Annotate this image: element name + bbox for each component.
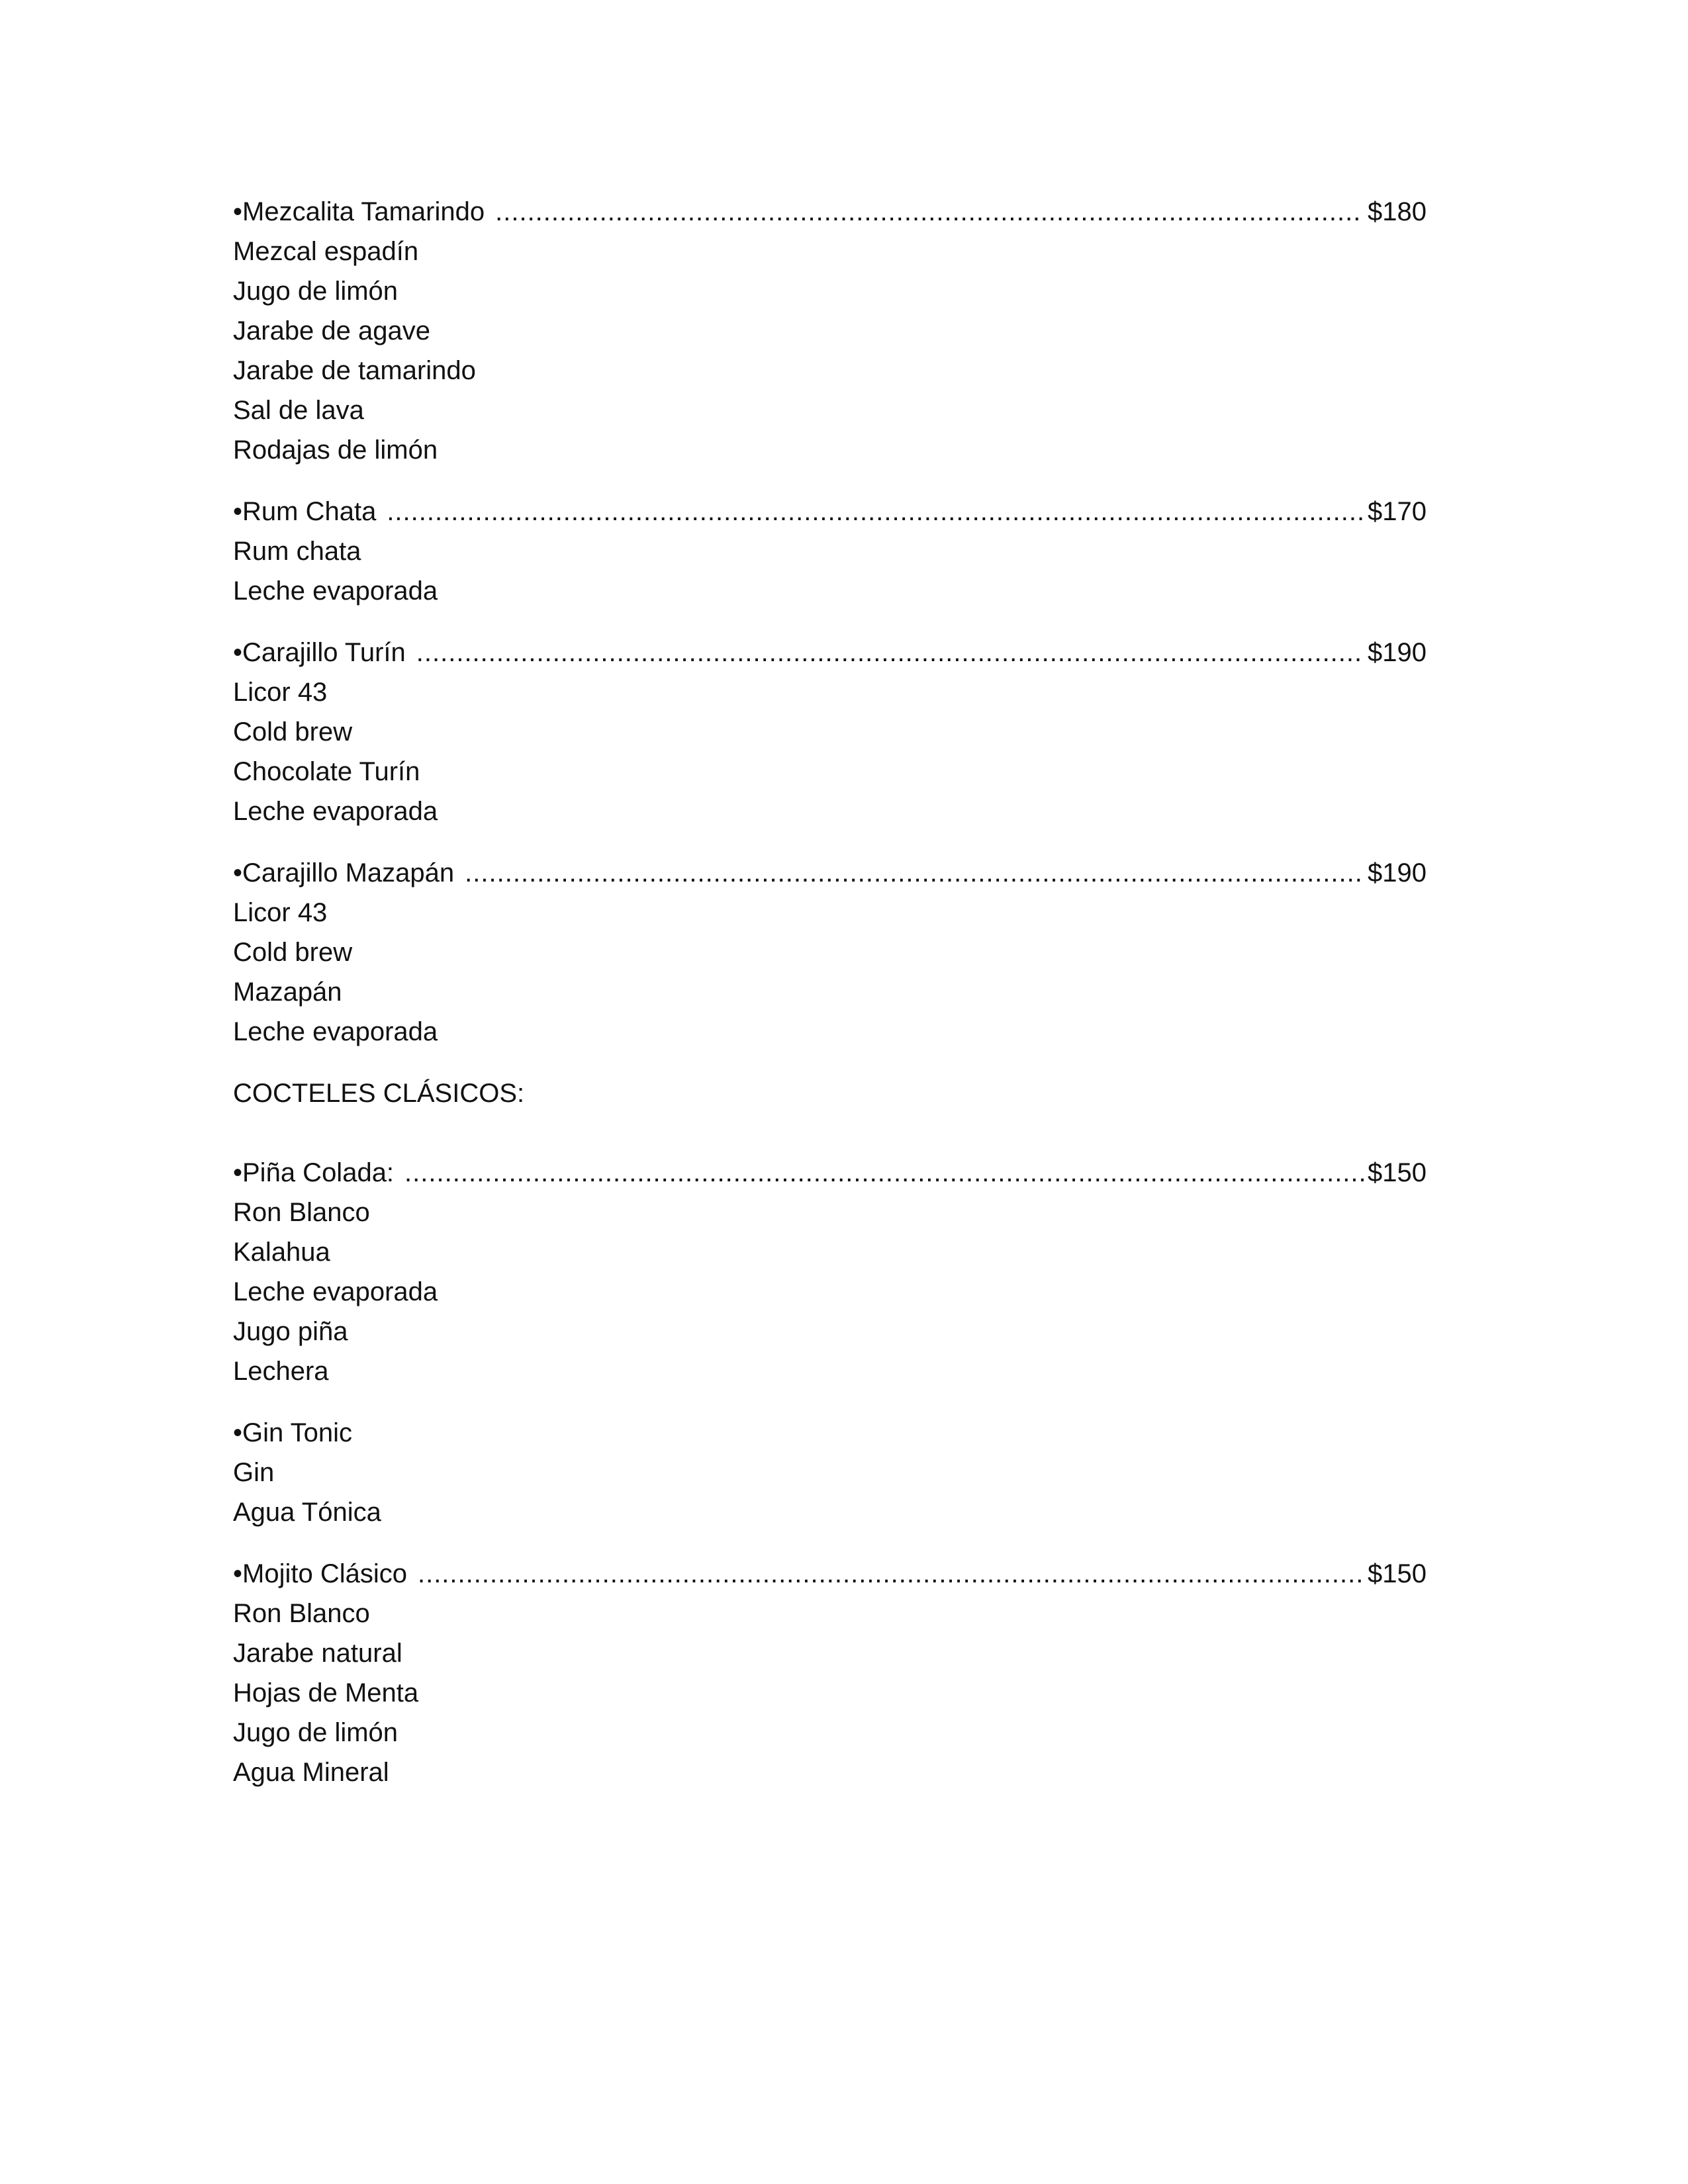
ingredient: Leche evaporada bbox=[233, 797, 438, 826]
ingredient: Leche evaporada bbox=[233, 576, 438, 606]
menu-item-price: $190 bbox=[1368, 858, 1427, 887]
menu-item-header bbox=[233, 633, 1427, 672]
ingredient: Licor 43 bbox=[233, 898, 328, 927]
menu-item-price: $170 bbox=[1368, 497, 1427, 526]
ingredient: Leche evaporada bbox=[233, 1277, 438, 1306]
dot-leader bbox=[416, 633, 1364, 672]
ingredient: Lechera bbox=[233, 1357, 329, 1386]
ingredient: Rodajas de limón bbox=[233, 435, 438, 465]
ingredient: Licor 43 bbox=[233, 678, 328, 707]
menu-item-header bbox=[233, 1153, 1427, 1193]
ingredient: Cold brew bbox=[233, 938, 353, 967]
menu-item-name: •Gin Tonic bbox=[233, 1418, 353, 1447]
ingredient: Agua Tónica bbox=[233, 1498, 381, 1527]
menu-item-name: •Carajillo Turín bbox=[233, 638, 406, 667]
menu-item-name: •Rum Chata bbox=[233, 497, 377, 526]
menu-item-header bbox=[233, 853, 1427, 893]
menu-item-name: •Piña Colada: bbox=[233, 1158, 395, 1187]
menu-item-header bbox=[233, 192, 1427, 232]
dot-leader bbox=[418, 1554, 1364, 1594]
menu-item-price: $190 bbox=[1368, 638, 1427, 667]
menu-page bbox=[233, 192, 1427, 1814]
menu-item-mezcalita-tamarindo bbox=[233, 192, 1427, 470]
ingredient: Gin bbox=[233, 1458, 275, 1487]
ingredient: Ron Blanco bbox=[233, 1198, 370, 1227]
dot-leader bbox=[404, 1153, 1364, 1193]
ingredient: Agua Mineral bbox=[233, 1758, 389, 1787]
menu-item-name: •Mezcalita Tamarindo bbox=[233, 197, 485, 226]
ingredient: Kalahua bbox=[233, 1238, 330, 1267]
menu-item-name: •Carajillo Mazapán bbox=[233, 858, 455, 887]
menu-item-header bbox=[233, 492, 1427, 531]
ingredient: Jarabe de tamarindo bbox=[233, 356, 476, 385]
ingredient: Jarabe natural bbox=[233, 1639, 402, 1668]
menu-item-mojito-clasico bbox=[233, 1554, 1427, 1792]
ingredient: Sal de lava bbox=[233, 396, 364, 425]
menu-item-name: •Mojito Clásico bbox=[233, 1559, 407, 1588]
section-title: COCTELES CLÁSICOS: bbox=[233, 1079, 525, 1108]
ingredient: Jugo de limón bbox=[233, 1718, 399, 1747]
ingredient: Leche evaporada bbox=[233, 1017, 438, 1046]
menu-item-gin-tonic bbox=[233, 1413, 1427, 1532]
ingredient: Hojas de Menta bbox=[233, 1678, 419, 1707]
ingredient: Jugo piña bbox=[233, 1317, 348, 1346]
ingredient: Ron Blanco bbox=[233, 1599, 370, 1628]
ingredient: Cold brew bbox=[233, 717, 353, 747]
menu-item-header bbox=[233, 1413, 1427, 1453]
menu-item-carajillo-turin bbox=[233, 633, 1427, 831]
ingredient: Chocolate Turín bbox=[233, 757, 420, 786]
menu-item-price: $150 bbox=[1368, 1559, 1427, 1588]
ingredient: Jarabe de agave bbox=[233, 316, 431, 345]
ingredient: Mazapán bbox=[233, 978, 342, 1007]
ingredient: Rum chata bbox=[233, 537, 361, 566]
menu-item-pina-colada bbox=[233, 1153, 1427, 1391]
menu-item-price: $180 bbox=[1368, 197, 1427, 226]
menu-item-rum-chata bbox=[233, 492, 1427, 611]
menu-item-carajillo-mazapan bbox=[233, 853, 1427, 1052]
ingredient: Mezcal espadín bbox=[233, 237, 419, 266]
dot-leader bbox=[465, 853, 1364, 893]
menu-item-price: $150 bbox=[1368, 1158, 1427, 1187]
dot-leader bbox=[387, 492, 1364, 531]
menu-item-header bbox=[233, 1554, 1427, 1594]
ingredient: Jugo de limón bbox=[233, 277, 399, 306]
dot-leader bbox=[495, 192, 1364, 232]
